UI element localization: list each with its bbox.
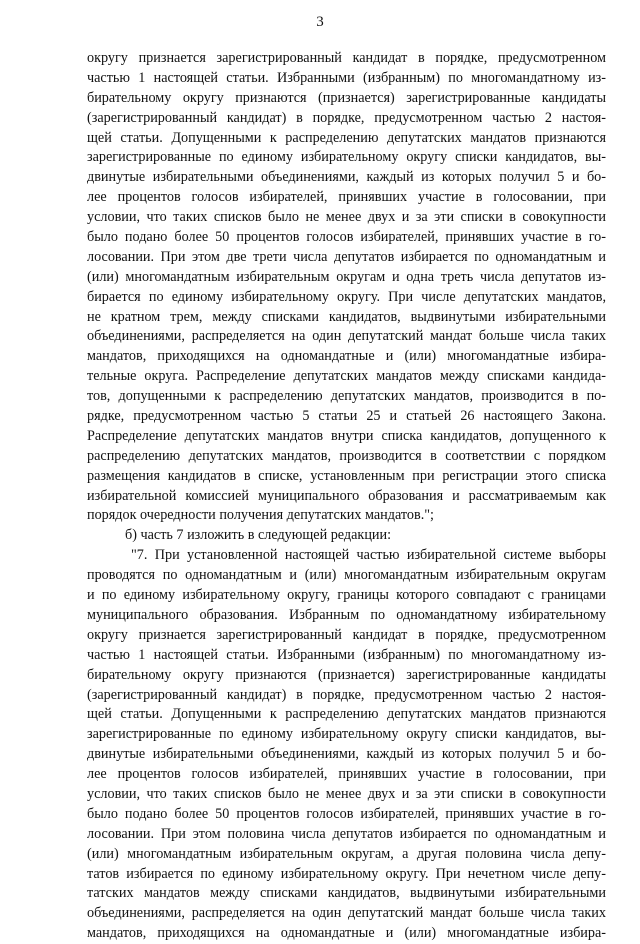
- text-line: частью 1 настоящей статьи. Избранными (избранным) по многомандатному из-: [87, 646, 606, 663]
- text-line: проводятся по одномандатным и (или) многомандатным избирательным округам: [87, 567, 606, 584]
- text-line: объединениями, распределяется на один депутатский мандат больше числа таких: [87, 328, 606, 345]
- text-line: лее процентов голосов избирателей, принявших участие в голосовании, при: [87, 766, 606, 783]
- document-body-text: [87, 49, 606, 944]
- text-line: условии, что таких списков было не менее двух и за эти списки в совокупности: [87, 785, 606, 802]
- text-line: тельные округа. Распределение депутатских мандатов между списками кандида-: [87, 368, 606, 385]
- text-line: лосовании. При этом половина числа депутатов избирается по одномандатным и: [87, 825, 606, 842]
- text-line: муниципального образования. Избранным по одномандатному избирательному: [87, 606, 606, 623]
- text-line: размещения кандидатов в списке, установленным при регистрации этого списка: [87, 467, 606, 484]
- text-line: избирательной комиссией муниципального образования и рассматриваемым как: [87, 487, 606, 504]
- text-line: татов избирается по единому избирательному округу. При нечетном числе депу-: [87, 865, 606, 882]
- text-line: щей статьи. Допущенными к распределению депутатских мандатов признаются: [87, 129, 606, 146]
- text-line: б) часть 7 изложить в следующей редакции:: [125, 527, 392, 544]
- text-line: щей статьи. Допущенными к распределению депутатских мандатов признаются: [87, 706, 606, 723]
- text-line: распределению депутатских мандатов, производится в соответствии с порядком: [87, 447, 606, 464]
- text-line: (зарегистрированный кандидат) в порядке, предусмотренном частью 2 настоя-: [87, 686, 606, 703]
- text-line: не кратном трем, между списками кандидатов, выдвинутыми избирательными: [87, 308, 606, 325]
- text-line: (или) многомандатным избирательным округам и одна треть числа депутатов из-: [87, 268, 606, 285]
- text-line: округу признается зарегистрированный кандидат в порядке, предусмотренном: [87, 50, 606, 66]
- text-line: бирается по единому избирательному округу. При числе депутатских мандатов,: [87, 288, 606, 305]
- text-line: зарегистрированные по единому избирательному округу списки кандидатов, вы-: [87, 149, 606, 166]
- text-line: объединениями, распределяется на один депутатский мандат больше числа таких: [87, 905, 606, 922]
- text-line: округу признается зарегистрированный кандидат в порядке, предусмотренном: [87, 626, 606, 643]
- text-line: (или) многомандатным избирательным округам, а другая половина числа депу-: [87, 845, 606, 862]
- text-line: двинутые избирательными объединениями, каждый из которых получил 5 и бо-: [87, 746, 606, 763]
- text-line: рядке, предусмотренном частью 5 статьи 25 и статьей 26 настоящего Закона.: [87, 408, 606, 425]
- text-line: условии, что таких списков было не менее двух и за эти списки в совокупности: [87, 209, 606, 226]
- text-line: тов, допущенными к распределению депутатских мандатов, производится в по-: [87, 388, 606, 405]
- text-line: бирательному округу признаются (признается) зарегистрированные кандидаты: [87, 89, 606, 106]
- text-line: зарегистрированные по единому избирательному округу списки кандидатов, вы-: [87, 726, 606, 743]
- text-line: татских мандатов между списками кандидатов, выдвинутыми избирательными: [87, 885, 606, 902]
- text-line: "7. При установленной настоящей частью избирательной системе выборы: [131, 547, 606, 564]
- text-line: мандатов, приходящихся на одномандатные и (или) многомандатные избира-: [87, 348, 606, 365]
- text-line: двинутые избирательными объединениями, каждый из которых получил 5 и бо-: [87, 169, 606, 186]
- text-line: (зарегистрированный кандидат) в порядке, предусмотренном частью 2 настоя-: [87, 109, 606, 126]
- text-line: лее процентов голосов избирателей, принявших участие в голосовании, при: [87, 189, 606, 206]
- text-line: было подано более 50 процентов голосов избирателей, принявших участие в го-: [87, 805, 606, 822]
- text-line: частью 1 настоящей статьи. Избранными (избранным) по многомандатному из-: [87, 69, 606, 86]
- text-line: порядок очередности получения депутатских мандатов.";: [87, 507, 434, 524]
- text-line: Распределение депутатских мандатов внутри списка кандидатов, допущенного к: [87, 427, 606, 444]
- text-line: бирательному округу признаются (признается) зарегистрированные кандидаты: [87, 666, 606, 683]
- text-line: мандатов, приходящихся на одномандатные и (или) многомандатные избира-: [87, 925, 606, 942]
- text-line: и по единому избирательному округу, границы которого совпадают с границами: [87, 587, 606, 604]
- page-number: 3: [316, 14, 324, 30]
- text-line: лосовании. При этом две трети числа депутатов избирается по одномандатным и: [87, 248, 606, 265]
- text-line: было подано более 50 процентов голосов избирателей, принявших участие в го-: [87, 229, 606, 246]
